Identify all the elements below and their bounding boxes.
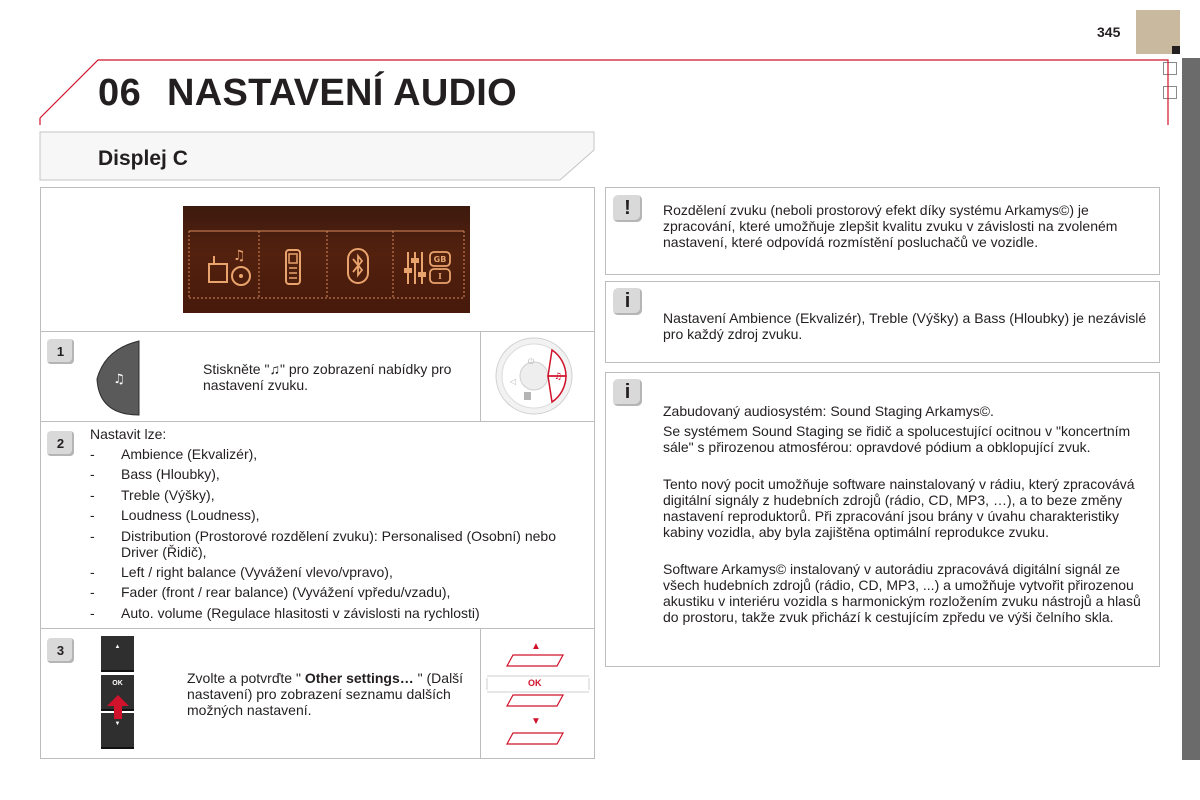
list-item: - Treble (Výšky),	[90, 487, 590, 503]
navigation-diagram	[484, 636, 592, 748]
step-1-text: Stiskněte "♫" pro zobrazení nabídky pro nastavení zvuku.	[203, 361, 452, 393]
info-icon: i	[613, 379, 642, 406]
list-item: - Bass (Hloubky),	[90, 466, 590, 482]
note-paragraph: Zabudovaný audiosystém: Sound Staging Arkamys©.	[663, 403, 994, 419]
step-1-badge: 1	[47, 339, 74, 364]
keypad-up-button: ▲	[101, 636, 134, 672]
list-item: - Auto. volume (Regulace hlasitosti v závislosti na rychlosti)	[90, 605, 590, 621]
audio-display-screen	[183, 206, 470, 313]
note-paragraph: Nastavení Ambience (Ekvalizér), Treble (Výšky) a Bass (Hloubky) je nezávislé pro každý zdroj zvuku.	[663, 310, 1147, 342]
note-paragraph: Tento nový pocit umožňuje software nainstalovaný v rádiu, který zpracovává digitální signály z hudebních zdrojů (rádio, CD, MP3, …), a to beze změny nastavení reproduktorů. Při zpracování jsou brány v úvahu charakteristiky kabiny vozidla, aby byla zajištěna optimální reprodukce zvuku.	[663, 476, 1135, 540]
divider	[40, 331, 595, 332]
page-number: 345	[1097, 24, 1121, 40]
arrow-up-icon	[106, 694, 130, 720]
phone-icon	[283, 248, 303, 288]
divider	[480, 331, 481, 421]
step-3-text: Zvolte a potvrďte " Other settings… " (Další nastavení) pro zobrazení seznamu dalších možných nastavení.	[187, 670, 464, 718]
step-2-intro: Nastavit lze:	[90, 426, 167, 442]
svg-text:◁: ◁	[510, 377, 517, 386]
bluetooth-icon	[347, 248, 369, 284]
list-item: - Ambience (Ekvalizér),	[90, 446, 590, 462]
music-knob-icon	[95, 339, 141, 417]
info-icon: i	[613, 288, 642, 315]
step-3-badge: 3	[47, 638, 74, 663]
control-ring-diagram	[482, 334, 592, 419]
note-paragraph: Software Arkamys© instalovaný v autorádiu zpracovává digitální signál ze všech hudebních zdrojů (rádio, CD, MP3, ...) a umožňuje vytvořit přirozenou akustiku v interiéru vozidla s harmonickým rozložením zvuku nástrojů a hlasů do prostoru, takže zvuk přichází k cestujícím zpředu ve výši čelního skla.	[663, 561, 1141, 625]
keypad-ok-button: OK	[101, 675, 134, 711]
media-sources-icon	[205, 246, 257, 290]
section-title: Displej C	[98, 147, 188, 170]
divider	[480, 628, 481, 759]
svg-text:⏻: ⏻	[528, 357, 535, 366]
divider	[40, 421, 595, 422]
ok-label: OK	[528, 678, 542, 688]
music-note-symbol: ♫	[269, 361, 280, 377]
down-arrow-icon: ▼	[531, 716, 541, 727]
svg-text:♫: ♫	[554, 372, 563, 382]
step-2-badge: 2	[47, 431, 74, 456]
chapter-title: NASTAVENÍ AUDIO	[167, 72, 518, 114]
list-item: - Fader (front / rear balance) (Vyvážení vpředu/vzadu),	[90, 584, 590, 600]
svg-text:♫: ♫	[113, 372, 125, 387]
list-item: - Distribution (Prostorové rozdělení zvuku): Personalised (Osobní) nebo Driver (Řidič),	[90, 528, 590, 560]
gb-label: GB	[433, 255, 447, 264]
divider	[40, 628, 595, 629]
list-item: - Left / right balance (Vyvážení vlevo/vpravo),	[90, 564, 590, 580]
note-paragraph: Se systémem Sound Staging se řidič a spolucestující ocitnou v "koncertním sále" s přirozenou atmosférou: opravdové pódium a obklopující zvuk.	[663, 423, 1131, 455]
svg-text:♫: ♫	[233, 248, 246, 264]
note-paragraph: Rozdělení zvuku (neboli prostorový efekt díky systému Arkamys©) je zpracování, které umožňuje zlepšit kvalitu zvuku v závislosti na zvoleném nastavení, které odpovídá rozmístění posluchačů ve vozidle.	[663, 202, 1118, 250]
list-item: - Loudness (Loudness),	[90, 507, 590, 523]
keypad-down-button: ▼	[101, 713, 134, 749]
warning-icon: !	[613, 195, 642, 222]
up-arrow-icon: ▲	[531, 641, 541, 652]
settings-list	[90, 446, 590, 625]
settings-sliders-icon	[403, 246, 455, 288]
chapter-number: 06	[98, 72, 142, 114]
i-label: I	[438, 271, 442, 281]
